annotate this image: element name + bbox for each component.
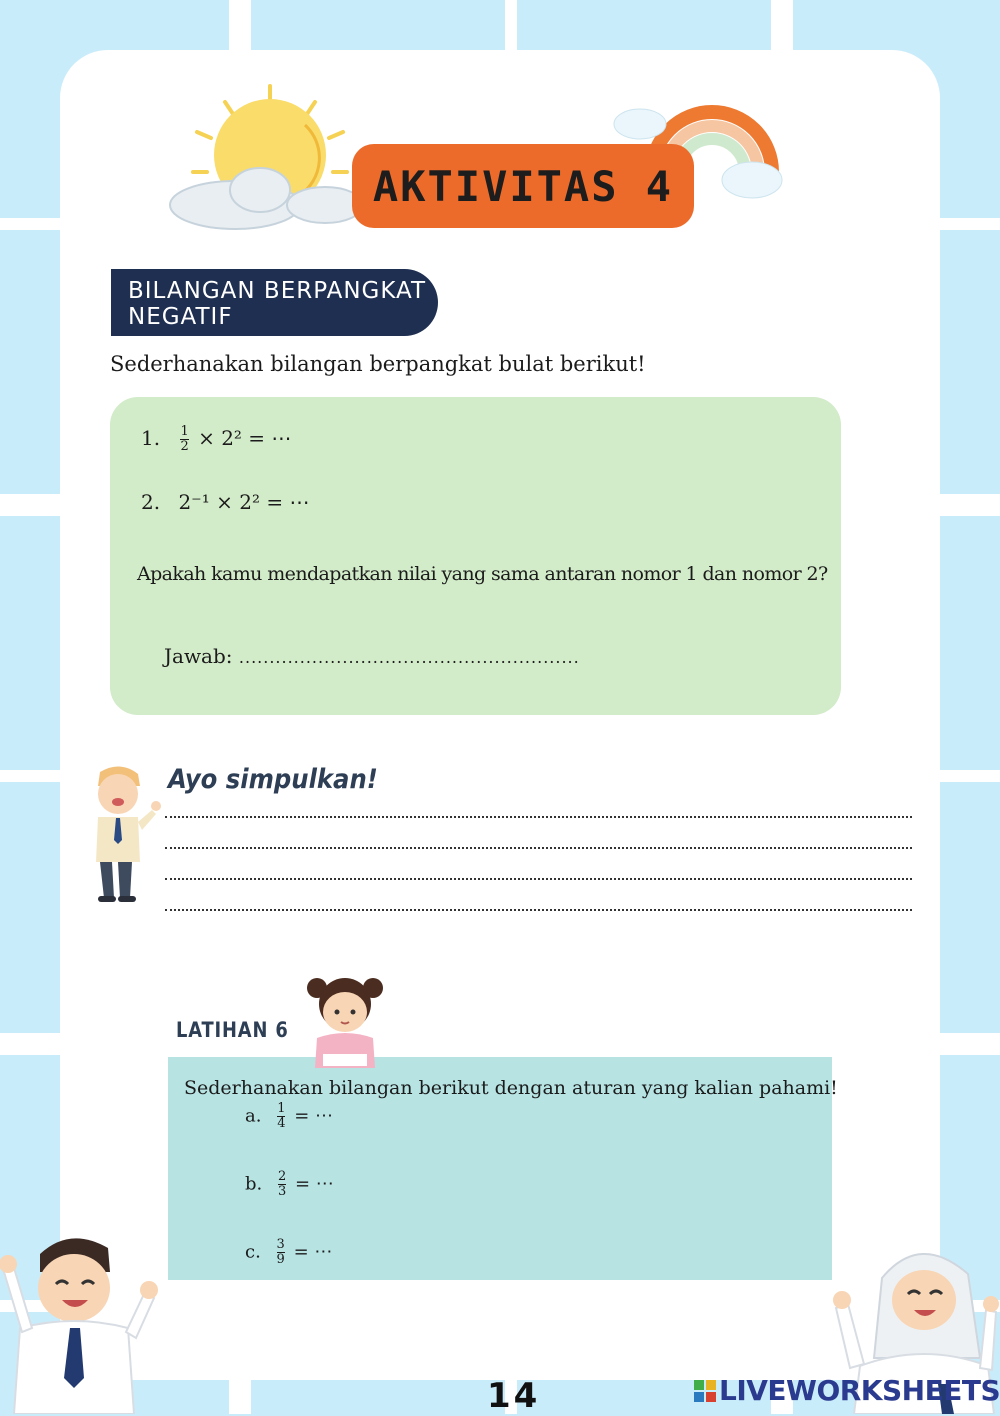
activity-title-banner (352, 144, 694, 228)
fraction (277, 1102, 285, 1131)
problem-number: 1. (141, 426, 161, 450)
cloud-icon (170, 168, 363, 229)
sun-icon (165, 80, 375, 240)
dotted-line (165, 878, 912, 880)
exercise-item-c (245, 1238, 332, 1267)
fraction-numerator: 3 (276, 1237, 285, 1252)
section-subtitle: BILANGAN BERPANGKAT NEGATIF (111, 269, 438, 336)
brand-name: LIVEWORKSHEETS (719, 1374, 1000, 1407)
fraction (277, 1238, 285, 1267)
dotted-line (165, 847, 912, 849)
comparison-question: Apakah kamu mendapatkan nilai yang sama antaran nomor 1 dan nomor 2? (137, 563, 828, 585)
fraction (278, 1170, 286, 1199)
fraction-numerator: 1 (277, 1101, 286, 1116)
problem-number: 2. (141, 490, 161, 514)
dotted-line (165, 816, 912, 818)
fraction-denominator: 2 (180, 439, 189, 454)
dotted-line (165, 909, 912, 911)
fraction (180, 425, 188, 454)
problem-2 (141, 490, 309, 514)
page-title: AKTIVITAS 4 (372, 161, 674, 211)
answer-label: Jawab: (164, 644, 233, 668)
liveworksheets-brand[interactable] (694, 1374, 1000, 1407)
item-expression: = ⋯ (293, 1241, 333, 1263)
problem-1 (141, 425, 291, 454)
boy-pointing-icon (80, 762, 165, 907)
item-expression: = ⋯ (295, 1173, 334, 1195)
fraction-denominator: 3 (277, 1184, 287, 1199)
answer-dots: ........................................................ (238, 648, 580, 667)
page-number: 14 (487, 1376, 541, 1416)
item-expression: = ⋯ (294, 1105, 334, 1127)
exercise-item-b (245, 1170, 334, 1199)
exercise-item-a (245, 1102, 333, 1131)
problem-expression: 2⁻¹ × 2² = ⋯ (178, 490, 310, 514)
fraction-denominator: 9 (276, 1252, 285, 1267)
item-label: c. (245, 1241, 261, 1263)
liveworksheets-logo-icon (694, 1380, 716, 1402)
fraction-numerator: 1 (180, 424, 189, 439)
item-label: b. (245, 1173, 263, 1195)
conclusion-title: Ayo simpulkan! (168, 764, 378, 795)
item-label: a. (245, 1105, 262, 1127)
fraction-numerator: 2 (277, 1169, 287, 1184)
exercise-title: LATIHAN 6 (176, 1018, 289, 1042)
problem-expression: × 2² = ⋯ (198, 426, 292, 450)
girl-reading-icon (303, 968, 388, 1070)
exercise-instruction: Sederhanakan bilangan berikut dengan aturan yang kalian pahami! (184, 1077, 838, 1099)
answer-field[interactable] (164, 644, 580, 668)
section-instruction: Sederhanakan bilangan berpangkat bulat berikut! (110, 352, 646, 376)
fraction-denominator: 4 (277, 1116, 286, 1131)
boy-cheering-icon (0, 1228, 160, 1414)
